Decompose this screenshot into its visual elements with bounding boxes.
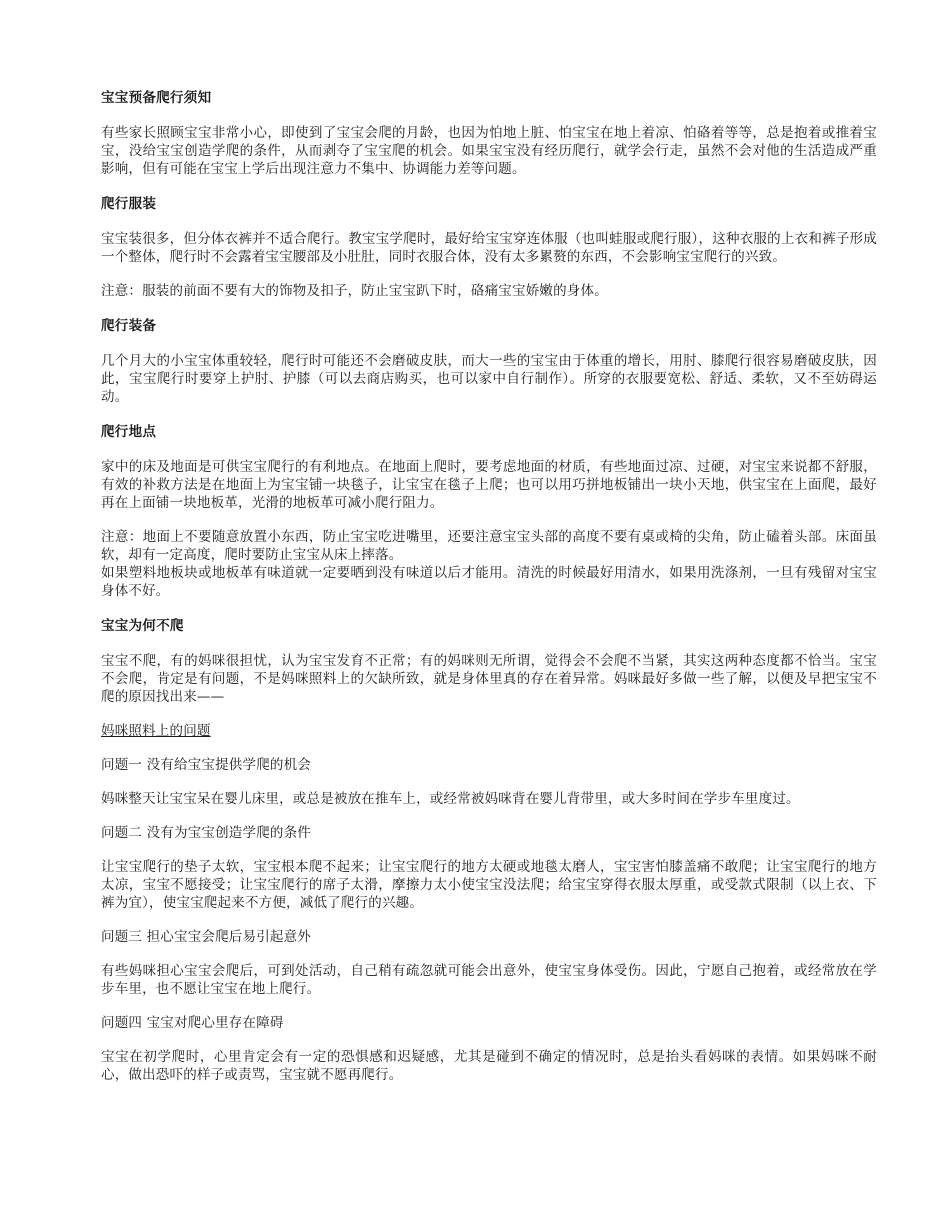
subheading-care-issues: 妈咪照料上的问题: [101, 723, 211, 739]
document-page: [101, 88, 877, 1100]
paragraph-place-note: 注意：地面上不要随意放置小东西，防止宝宝吃进嘴里，还要注意宝宝头部的高度不要有桌或椅的尖角，防止磕着头部。床面虽软，却有一定高度，爬时要防止宝宝从床上摔落。: [101, 529, 877, 563]
question-3-paragraph: 有些妈咪担心宝宝会爬后，可到处活动，自己稍有疏忽就可能会出意外，使宝宝身体受伤。因此，宁愿自己抱着，或经常放在学步车里，也不愿让宝宝在地上爬行。: [101, 963, 877, 997]
question-4-paragraph: 宝宝在初学爬时，心里肯定会有一定的恐惧感和迟疑感，尤其是碰到不确定的情况时，总是抬头看妈咪的表情。如果妈咪不耐心，做出恐吓的样子或责骂，宝宝就不愿再爬行。: [101, 1049, 877, 1083]
question-4-title: 问题四 宝宝对爬心里存在障碍: [101, 1015, 284, 1031]
question-2-paragraph: 让宝宝爬行的垫子太软，宝宝根本爬不起来；让宝宝爬行的地方太硬或地毯太磨人，宝宝害怕膝盖痛不敢爬；让宝宝爬行的地方太凉，宝宝不愿接受；让宝宝爬行的席子太滑，摩擦力太小使宝宝没法爬；给宝宝穿得衣服太厚重，或受款式限制（以上衣、下裤为宜），使宝宝爬起来不方便，减低了爬行的兴趣。: [101, 859, 877, 911]
question-1-title: 问题一 没有给宝宝提供学爬的机会: [101, 757, 311, 773]
question-3-title: 问题三 担心宝宝会爬后易引起意外: [101, 929, 311, 945]
section-title-why: 宝宝为何不爬: [101, 618, 184, 634]
section-title-gear: 爬行装备: [101, 318, 157, 334]
section-title-clothes: 爬行服装: [101, 196, 157, 212]
paragraph-place-1: 家中的床及地面是可供宝宝爬行的有利地点。在地面上爬时，要考虑地面的材质，有些地面过凉、过硬，对宝宝来说都不舒服，有效的补救方法是在地面上为宝宝铺一块毯子，让宝宝在毯子上爬；也可以用巧拼地板铺出一块小天地，供宝宝在上面爬，最好再在上面铺一块地板革，光滑的地板革可减小爬行阻力。: [101, 459, 877, 511]
paragraph-gear-1: 几个月大的小宝宝体重较轻，爬行时可能还不会磨破皮肤，而大一些的宝宝由于体重的增长，用肘、膝爬行很容易磨破皮肤，因此，宝宝爬行时要穿上护肘、护膝（可以去商店购买，也可以家中自行制作）。所穿的衣服要宽松、舒适、柔软，又不至妨碍运动。: [101, 353, 877, 405]
paragraph-clothes-1: 宝宝装很多，但分体衣裤并不适合爬行。教宝宝学爬时，最好给宝宝穿连体服（也叫蛙服或爬行服），这种衣服的上衣和裤子形成一个整体，爬行时不会露着宝宝腰部及小肚肚，同时衣服合体，没有太多累赘的东西，不会影响宝宝爬行的兴致。: [101, 231, 877, 265]
paragraph-clothes-note: 注意：服装的前面不要有大的饰物及扣子，防止宝宝趴下时，硌痛宝宝娇嫩的身体。: [101, 283, 608, 299]
question-2-title: 问题二 没有为宝宝创造学爬的条件: [101, 825, 311, 841]
question-1-paragraph: 妈咪整天让宝宝呆在婴儿床里，或总是被放在推车上，或经常被妈咪背在婴儿背带里，或大多时间在学步车里度过。: [101, 791, 800, 807]
paragraph-prep-1: 有些家长照顾宝宝非常小心，即使到了宝宝会爬的月龄，也因为怕地上脏、怕宝宝在地上着凉、怕硌着等等，总是抱着或推着宝宝，没给宝宝创造学爬的条件，从而剥夺了宝宝爬的机会。如果宝宝没有经历爬行，就学会行走，虽然不会对他的生活造成严重影响，但有可能在宝宝上学后出现注意力不集中、协调能力差等问题。: [101, 125, 877, 177]
paragraph-why-1: 宝宝不爬，有的妈咪很担忧，认为宝宝发育不正常；有的妈咪则无所谓，觉得会不会爬不当紧，其实这两种态度都不恰当。宝宝不会爬，肯定是有问题，不是妈咪照料上的欠缺所致，就是身体里真的存在着异常。妈咪最好多做一些了解，以便及早把宝宝不爬的原因找出来——: [101, 653, 877, 705]
section-title-prep: 宝宝预备爬行须知: [101, 90, 212, 106]
paragraph-place-smell: 如果塑料地板块或地板革有味道就一定要晒到没有味道以后才能用。清洗的时候最好用清水，如果用洗涤剂，一旦有残留对宝宝身体不好。: [101, 565, 877, 599]
section-title-place: 爬行地点: [101, 424, 157, 440]
